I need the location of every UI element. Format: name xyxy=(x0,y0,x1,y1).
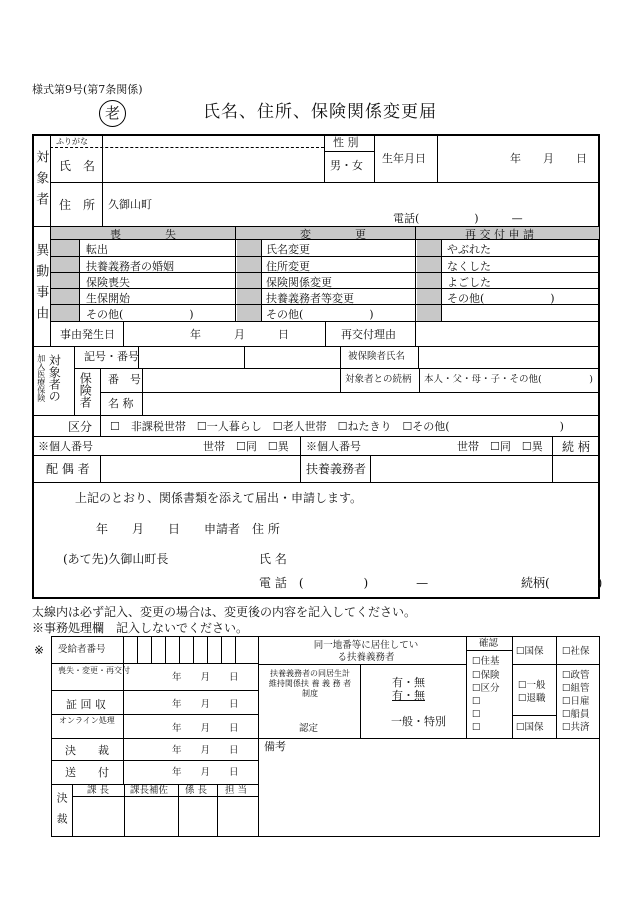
remarks-label: 備考 xyxy=(264,740,286,753)
kokuho-check-2[interactable]: ☐国保 xyxy=(516,722,544,733)
confirm-check[interactable]: ☐ xyxy=(472,722,481,733)
address-label: 住 所 xyxy=(59,198,96,212)
insurance-type-check[interactable]: ☐船員 xyxy=(562,709,590,720)
support-yes-no[interactable]: 有・無 xyxy=(392,676,425,689)
insurance-type-check[interactable]: ☐日雇 xyxy=(562,696,590,707)
insurance-side-label: 加入医療保険 xyxy=(36,354,46,402)
insurer-number-label: 番 号 xyxy=(108,373,141,386)
confirm-check[interactable]: ☐ xyxy=(472,709,481,720)
household-check[interactable]: 世帯 ☐同 ☐異 xyxy=(203,440,289,453)
office-row-date[interactable]: 年 月 日 xyxy=(172,672,239,683)
form-number: 様式第9号(第7条関係) xyxy=(32,83,143,96)
birth-date-field[interactable]: 年 月 日 xyxy=(510,152,587,165)
category-options[interactable]: ☐ 非課税世帯 ☐一人暮らし ☐老人世帯 ☐ねたきり ☐その他( ) xyxy=(110,420,564,433)
relation-header: 続 柄 xyxy=(562,440,590,454)
insurance-side-label-2: 対象者の xyxy=(47,354,62,402)
confirm-check[interactable]: ☐ xyxy=(472,696,481,707)
loss-item[interactable]: 生保開始 xyxy=(86,292,130,305)
birth-label: 生年月日 xyxy=(382,152,426,165)
insurer-label: 保険者 xyxy=(78,372,93,408)
confirm-check[interactable]: ☐住基 xyxy=(472,656,500,667)
general-special[interactable]: 一般・特別 xyxy=(391,715,446,728)
event-date-field[interactable]: 年 月 日 xyxy=(190,328,289,341)
addressee: (あて先)久御山町長 xyxy=(63,552,169,566)
general-check[interactable]: ☐一般 xyxy=(518,680,546,691)
office-mark: ※ xyxy=(34,643,45,657)
office-row-date[interactable]: 年 月 日 xyxy=(172,723,239,734)
cohabiting-supporter-label: 同一地番等に居住している扶養義務者 xyxy=(313,640,419,664)
reissue-reason-label: 再交付理由 xyxy=(341,328,396,341)
confirm-check[interactable]: ☐区分 xyxy=(472,683,500,694)
office-row-label: オンライン処理 xyxy=(59,716,115,725)
office-row-label: 喪失・変更・再交付 xyxy=(58,666,130,675)
insured-name-label: 被保険者氏名 xyxy=(348,351,406,362)
reissue-item[interactable]: その他( ) xyxy=(447,292,555,305)
change-item[interactable]: 住所変更 xyxy=(266,260,310,273)
support-yes-no-2[interactable]: 有・無 xyxy=(392,689,425,702)
office-row-date[interactable]: 年 月 日 xyxy=(172,745,239,756)
confirm-check[interactable]: ☐保険 xyxy=(472,670,500,681)
change-item[interactable]: 保険関係変更 xyxy=(266,276,332,289)
application-date[interactable]: 年 月 日 申請者 住 所 xyxy=(96,522,280,536)
applicant-name[interactable]: 氏 名 xyxy=(259,552,287,566)
insurance-type-check[interactable]: ☐共済 xyxy=(562,722,590,733)
col-change: 変 更 xyxy=(300,228,366,241)
household-check-2[interactable]: 世帯 ☐同 ☐異 xyxy=(457,440,543,453)
event-date-label: 事由発生日 xyxy=(60,328,115,341)
loss-item[interactable]: 保険喪失 xyxy=(86,276,130,289)
relation-label: 対象者との続柄 xyxy=(345,374,412,385)
note-line: ※事務処理欄 記入しないでください。 xyxy=(32,621,249,635)
shaho-check[interactable]: ☐社保 xyxy=(562,646,590,657)
office-row-label: 決 裁 xyxy=(65,744,109,757)
confirm-label: 確認 xyxy=(479,638,499,649)
support-relation-label: 扶養義務者の同居生計維持関係扶 養 義 務 者制度 xyxy=(268,669,352,698)
loss-item[interactable]: 転出 xyxy=(86,243,108,256)
recognition-label: 認定 xyxy=(299,723,319,734)
record-number-label: 記号・番号 xyxy=(84,350,139,363)
stamp-role: 課長補佐 xyxy=(130,785,169,796)
supporter-label: 扶養義務者 xyxy=(306,462,367,476)
office-row-label: 証 回 収 xyxy=(66,698,106,711)
loss-item[interactable]: その他( ) xyxy=(86,308,194,321)
approval-label: 決裁 xyxy=(55,792,69,834)
office-row-label: 送 付 xyxy=(65,766,109,779)
furigana-label: ふりがな xyxy=(56,137,88,146)
col-loss: 喪 失 xyxy=(110,228,176,241)
change-item[interactable]: その他( ) xyxy=(266,308,374,321)
stamp-role: 課 長 xyxy=(87,785,110,796)
target-side-label: 対象者 xyxy=(33,150,49,213)
reissue-item[interactable]: よごした xyxy=(447,276,491,289)
recipient-no-label: 受給者番号 xyxy=(58,644,106,655)
category-label: 区分 xyxy=(68,420,93,434)
insurer-name-label: 名 称 xyxy=(108,397,134,410)
spouse-label: 配 偶 者 xyxy=(46,462,90,476)
elderly-badge: 老 xyxy=(99,100,126,127)
note-line: 太線内は必ず記入、変更の場合は、変更後の内容を記入してください。 xyxy=(32,605,417,619)
mynumber-label-2: ※個人番号 xyxy=(306,440,361,453)
page-title: 氏名、住所、保険関係変更届 xyxy=(203,102,437,122)
col-reissue: 再 交 付 申 請 xyxy=(465,228,534,241)
applicant-phone[interactable]: 電 話 ( ) — xyxy=(259,576,429,590)
stamp-role: 担 当 xyxy=(225,785,248,796)
stamp-role: 係 長 xyxy=(185,785,208,796)
reissue-item[interactable]: なくした xyxy=(447,260,491,273)
kokuho-check[interactable]: ☐国保 xyxy=(516,646,544,657)
sex-label: 性 別 xyxy=(333,136,359,149)
applicant-relation[interactable]: 続柄( ) xyxy=(521,576,603,590)
target-phone[interactable]: 電話( ) — xyxy=(393,212,523,225)
insurance-type-check[interactable]: ☐組管 xyxy=(562,683,590,694)
relation-options[interactable]: 本人・父・母・子・その他( ) xyxy=(424,374,593,385)
office-row-date[interactable]: 年 月 日 xyxy=(172,699,239,710)
insurance-type-check[interactable]: ☐政管 xyxy=(562,670,590,681)
change-item[interactable]: 氏名変更 xyxy=(266,243,310,256)
change-item[interactable]: 扶養義務者等変更 xyxy=(266,292,354,305)
retired-check[interactable]: ☐退職 xyxy=(518,693,546,704)
mynumber-label: ※個人番号 xyxy=(38,440,93,453)
loss-item[interactable]: 扶養義務者の婚姻 xyxy=(86,260,174,273)
sex-options[interactable]: 男・女 xyxy=(330,159,363,172)
change-side-label: 異動事由 xyxy=(33,243,49,327)
name-label: 氏 名 xyxy=(59,159,96,173)
address-value[interactable]: 久御山町 xyxy=(108,198,152,211)
reissue-item[interactable]: やぶれた xyxy=(447,243,491,256)
office-row-date[interactable]: 年 月 日 xyxy=(172,767,239,778)
declaration-text: 上記のとおり、関係書類を添えて届出・申請します。 xyxy=(75,491,363,505)
